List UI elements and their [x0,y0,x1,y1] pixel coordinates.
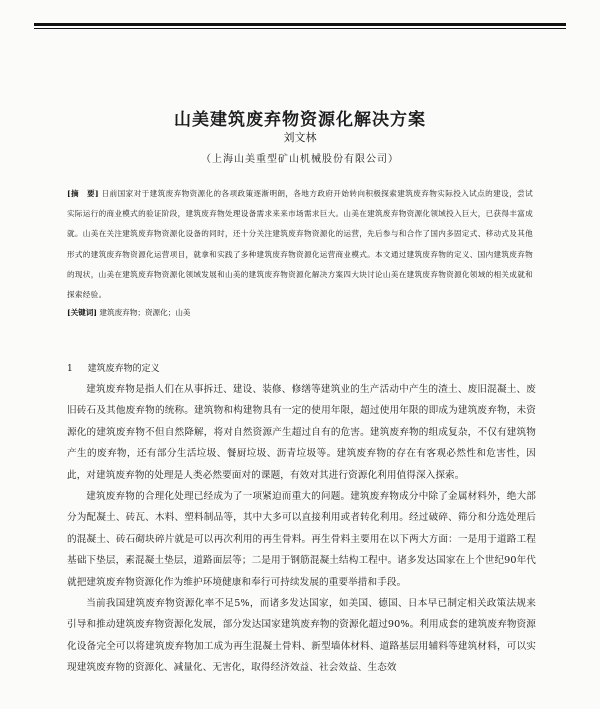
abstract-text: 日前国家对于建筑废弃物资源化的各项政策逐渐明朗，各地方政府开始转向积极探索建筑废弃物实际投入试点的建设，尝试实际运行的商业模式的验证阶段，建筑废弃物处理设备需求来来市场需求巨大。山美在建筑废弃物资源化领域投入巨大，已获得丰富成就。山美在关注建筑废弃物资源化设备的同时，还十分关注建筑废弃物资源化的运营，先后参与和合作了国内多固定式、移动式及其他形式的建筑废弃物资源化运营项目，就拿和实践了多种建筑废弃物资源化运营商业模式。本文通过建筑废弃物的定义、国内建筑废弃物的现状，山美在建筑废弃物资源化领域发展和山美的建筑废弃物资源化解决方案四大块讨论山美在建筑废弃物资源化领域的相关成就和探索经验。 [67,189,533,300]
body-paragraph: 建筑废弃物是指人们在从事拆迁、建设、装修、修缮等建筑业的生产活动中产生的渣土、废旧混凝土、废旧砖石及其他废弃物的统称。建筑物和构建物具有一定的使用年限，超过使用年限的即成为建筑废弃物，未资源化的建筑废弃物不但自然降解，将对自然资源产生超过自有的危害。建筑废弃物的组成复杂，不仅有建筑物产生的废弃物，还有部分生活垃圾、餐厨垃圾、沥青垃圾等。建筑废弃物的存在有客观必然性和危害性，因此，对建筑废弃物的处理是人类必然要面对的课题，有效对其进行资源化利用值得深入探索。 [67,384,536,481]
section-title: 建筑废弃物的定义 [87,364,160,374]
top-double-rule-thick [34,23,566,26]
section-heading [67,361,160,374]
paper-title: 山美建筑废弃物资源化解决方案 [174,110,426,130]
body-text [67,379,536,679]
body-paragraph: 建筑废弃物的合理化处理已经成为了一项紧迫而重大的问题。建筑废弃物成分中除了金属材料外，绝大部分为配凝土、砖瓦、木料、塑料制品等，其中大多可以直接利用或者转化利用。经过破碎、筛分和分选处理后的混凝土、砖石砌块碎片就是可以再次利用的再生骨料。再生骨料主要用在以下两大方面：一是用于道路工程基础下垫层，素混凝土垫层，道路面层等；二是用于钢筋混凝土结构工程中。诸多发达国家在上个世纪90年代就把建筑废弃物资源化作为维护环境健康和奉行可持续发展的重要举措和手段。 [67,491,536,588]
keywords-block [67,307,533,318]
keywords-label: [关键词] [67,308,97,317]
author-affiliation: （上海山美重型矿山机械股份有限公司） [201,154,399,165]
keywords-text: 建筑废弃物；资源化；山美 [99,308,191,317]
top-double-rule-thin [34,28,566,29]
section-number: 1 [67,364,73,374]
abstract-label: [摘 要] [67,189,99,198]
author-name: 刘文林 [283,131,317,144]
body-paragraph: 当前我国建筑废弃物资源化率不足5%，而诸多发达国家，如美国、德国、日本早已制定相关政策法规来引导和推动建筑废弃物资源化发展，部分发达国家建筑废弃物的资源化超过90%。利用成套的建筑废弃物资源化设备完全可以将建筑废弃物加工成为再生混凝土骨料、新型墙体材料、道路基层用辅料等建筑材料，可以实现建筑废弃物的资源化、减量化、无害化，取得经济效益、社会效益、生态效 [67,598,536,674]
abstract-block [67,184,533,305]
